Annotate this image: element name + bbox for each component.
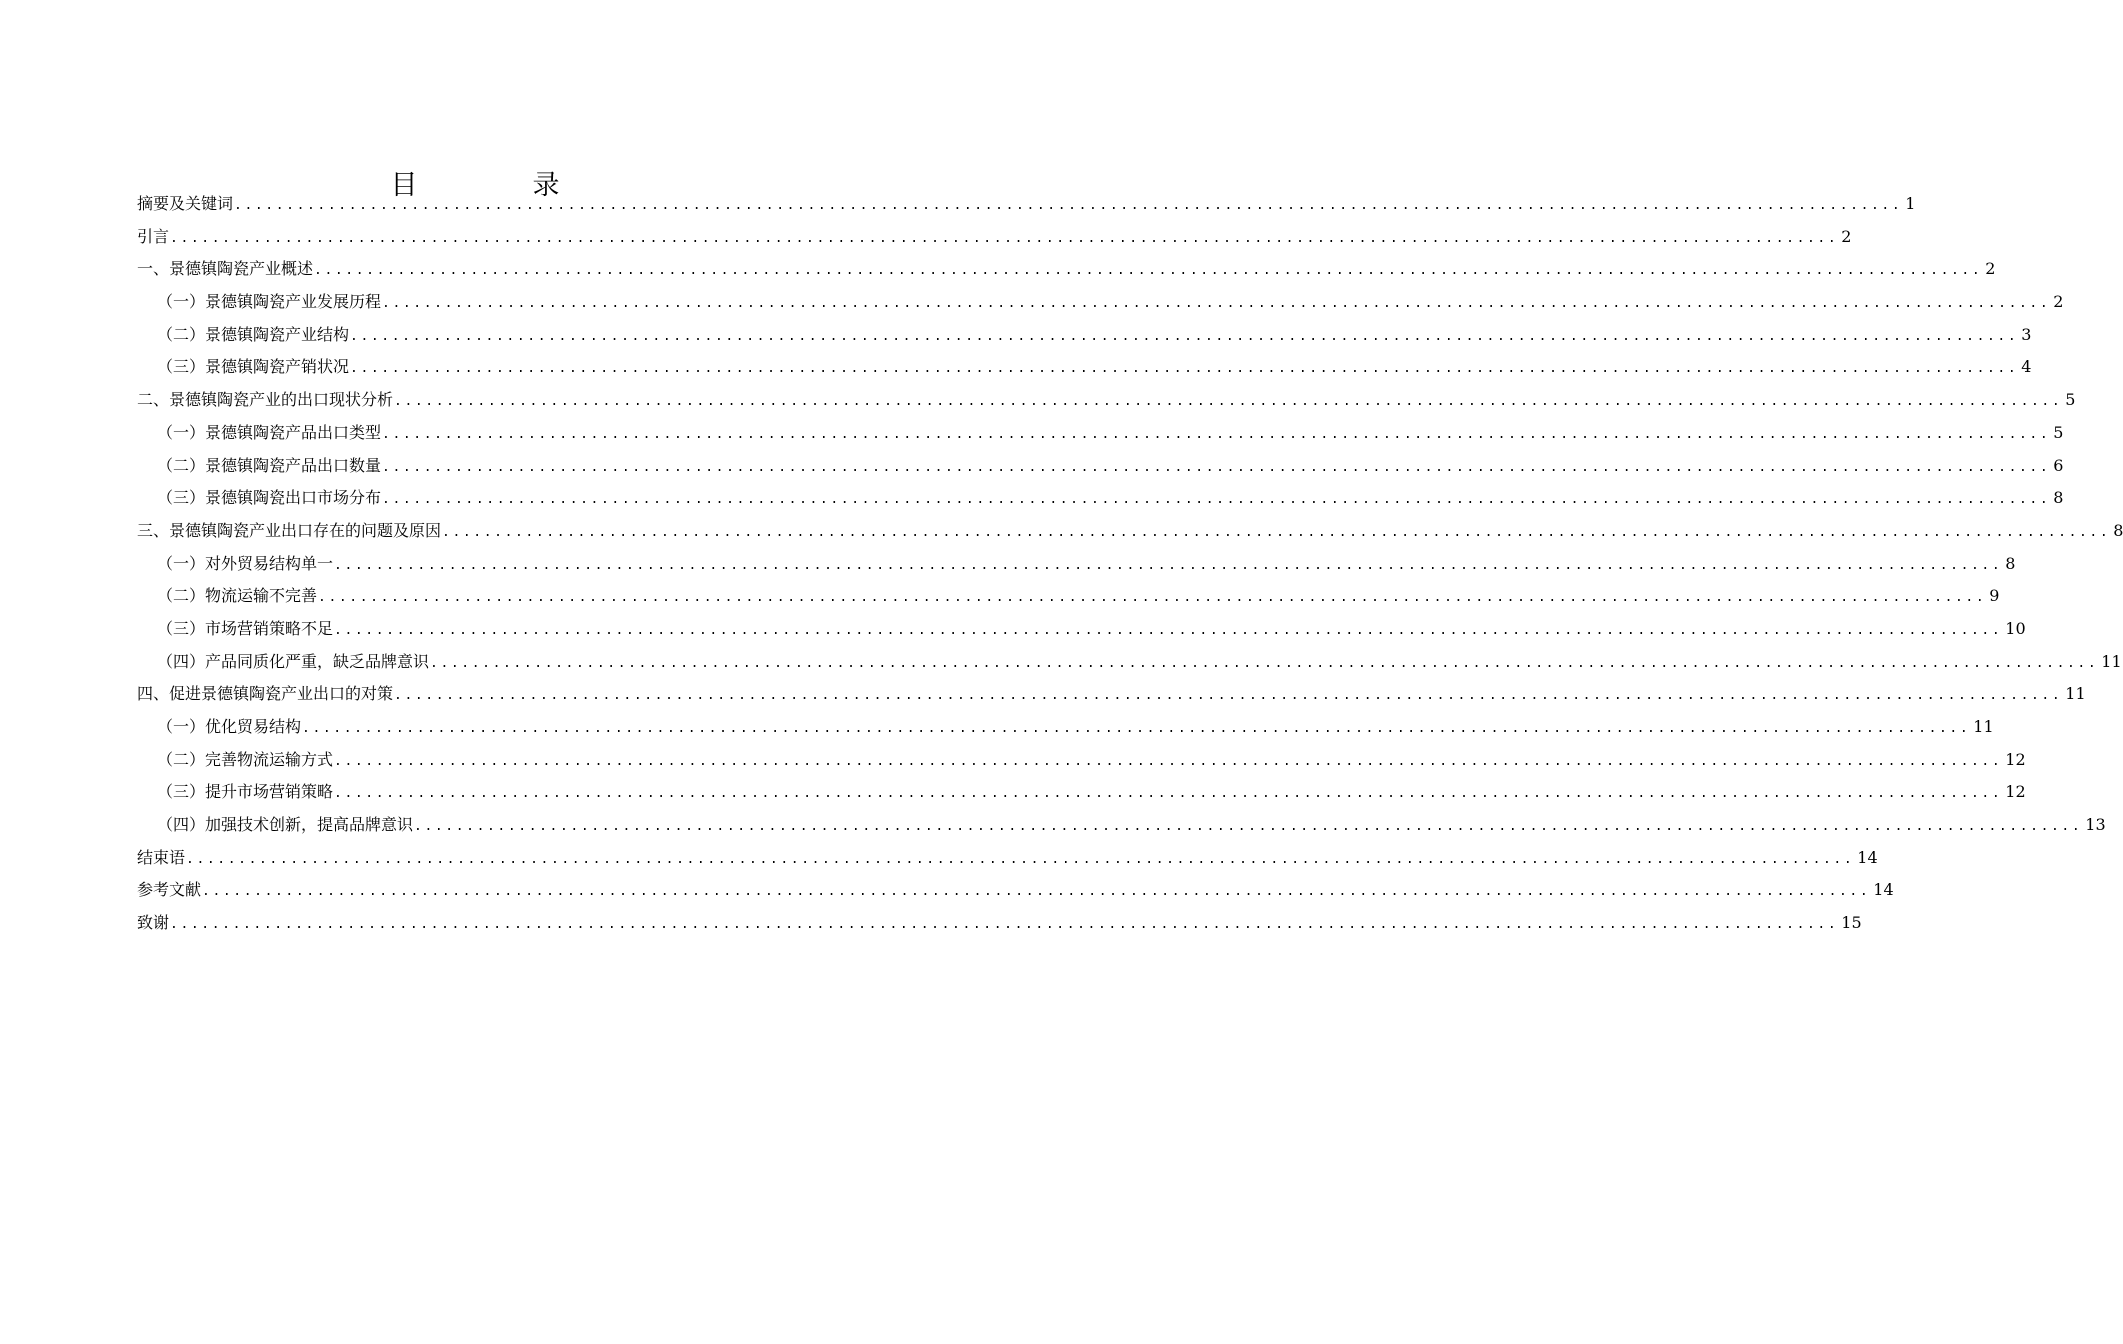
toc-dot-leader: ................................................................................................................................................................ (382, 459, 2051, 475)
toc-entry[interactable] (137, 351, 2032, 384)
toc-page-number: 11 (2065, 684, 2086, 704)
toc-entry-label: （三）景德镇陶瓷产销状况 (157, 357, 350, 377)
toc-entry-label: 致谢 (137, 913, 170, 933)
toc-entry[interactable] (137, 450, 2064, 483)
toc-page-number: 15 (1841, 913, 1862, 933)
toc-page-number: 2 (2053, 292, 2064, 312)
toc-dot-leader: ................................................................................................................................................................ (314, 263, 1983, 279)
toc-entry[interactable] (137, 580, 2000, 613)
toc-page-number: 6 (2053, 455, 2064, 475)
toc-dot-leader: ................................................................................................................................................................ (382, 426, 2051, 442)
toc-entry[interactable] (137, 515, 2123, 548)
toc-dot-leader: ................................................................................................................................................................ (382, 296, 2051, 312)
page-title: 目 录 (390, 170, 604, 201)
toc-dot-leader: ................................................................................................................................................................ (394, 688, 2063, 704)
toc-entry[interactable] (137, 253, 1996, 286)
toc-dot-leader: ................................................................................................................................................................ (234, 198, 1903, 213)
toc-entry[interactable] (137, 678, 2086, 711)
toc-entry[interactable] (137, 319, 2032, 352)
toc-dot-leader: ................................................................................................................................................................ (334, 786, 2003, 802)
toc-page-number: 14 (1857, 847, 1878, 867)
toc-entry[interactable] (137, 417, 2064, 450)
toc-dot-leader: ................................................................................................................................................................ (302, 721, 1971, 736)
toc-entry-label: 摘要及关键词 (137, 194, 234, 213)
toc-entry-label: 一、景德镇陶瓷产业概述 (137, 259, 314, 279)
toc-dot-leader: ................................................................................................................................................................ (334, 622, 2003, 638)
toc-page-number: 11 (1973, 717, 1994, 736)
toc-dot-leader: ................................................................................................................................................................ (170, 917, 1839, 933)
toc-dot-leader: ................................................................................................................................................................ (442, 524, 2111, 540)
toc-entry[interactable] (137, 548, 2016, 581)
toc-page-number: 3 (2021, 324, 2032, 344)
toc-entry-label: 四、促进景德镇陶瓷产业出口的对策 (137, 684, 394, 704)
toc-entry-label: 二、景德镇陶瓷产业的出口现状分析 (137, 390, 394, 410)
toc-entry-label: （一）景德镇陶瓷产品出口类型 (157, 422, 382, 442)
toc-entry[interactable] (137, 613, 2026, 646)
toc-dot-leader: ................................................................................................................................................................ (318, 590, 1987, 606)
toc-dot-leader: ................................................................................................................................................................ (334, 557, 2003, 573)
toc-dot-leader: ................................................................................................................................................................ (186, 851, 1855, 867)
toc-entry-label: （二）物流运输不完善 (157, 586, 318, 606)
toc-page-number: 8 (2113, 520, 2123, 540)
toc-page-number: 14 (1873, 880, 1894, 900)
toc-dot-leader: ................................................................................................................................................................ (430, 655, 2099, 671)
toc-entry-label: （四）产品同质化严重，缺乏品牌意识 (157, 651, 430, 671)
toc-dot-leader: ................................................................................................................................................................ (202, 884, 1871, 900)
toc-entry-label: （二）景德镇陶瓷产业结构 (157, 324, 350, 344)
toc-entry-label: （二）景德镇陶瓷产品出口数量 (157, 455, 382, 475)
toc-entry[interactable] (137, 711, 1994, 744)
toc-entry-label: （三）景德镇陶瓷出口市场分布 (157, 488, 382, 508)
toc-entry-label: （一）对外贸易结构单一 (157, 553, 334, 573)
toc-entry[interactable] (137, 384, 2076, 417)
toc-entry-label: 参考文献 (137, 880, 202, 900)
toc-dot-leader: ................................................................................................................................................................ (414, 819, 2083, 835)
toc-dot-leader: ................................................................................................................................................................ (394, 394, 2063, 410)
toc-dot-leader: ................................................................................................................................................................ (350, 361, 2019, 377)
toc-entry-label: 结束语 (137, 847, 186, 867)
toc-page-number: 13 (2085, 815, 2106, 835)
toc-entry[interactable] (137, 907, 1862, 940)
toc-entry[interactable] (137, 188, 1916, 221)
toc-page-number: 12 (2005, 782, 2026, 802)
toc-page-number: 10 (2005, 618, 2026, 638)
toc-entry[interactable] (137, 221, 1852, 254)
toc-page-number: 8 (2005, 553, 2016, 573)
toc-entry[interactable] (137, 744, 2026, 777)
toc-entry-label: （三）市场营销策略不足 (157, 618, 334, 638)
toc-entry-label: （一）优化贸易结构 (157, 717, 302, 736)
toc-page-number: 5 (2053, 422, 2064, 442)
toc-page-number: 1 (1905, 194, 1916, 213)
toc-dot-leader: ................................................................................................................................................................ (350, 328, 2019, 344)
toc-page-number: 5 (2065, 390, 2076, 410)
toc-entry[interactable] (137, 874, 1894, 907)
toc-page-number: 12 (2005, 749, 2026, 769)
toc-entry[interactable] (137, 776, 2026, 809)
toc-entry[interactable] (137, 646, 2122, 679)
toc-entry-label: （四）加强技术创新，提高品牌意识 (157, 815, 414, 835)
toc-dot-leader: ................................................................................................................................................................ (170, 230, 1839, 246)
toc-entry[interactable] (137, 842, 1878, 875)
toc-dot-leader: ................................................................................................................................................................ (382, 492, 2051, 508)
toc-page-number: 9 (1989, 586, 2000, 606)
toc-page-number: 2 (1841, 226, 1852, 246)
toc-entry-label: 引言 (137, 226, 170, 246)
toc-entry-label: （一）景德镇陶瓷产业发展历程 (157, 292, 382, 312)
toc-entry[interactable] (137, 286, 2064, 319)
toc-page-number: 2 (1985, 259, 1996, 279)
toc-entry-label: （三）提升市场营销策略 (157, 782, 334, 802)
toc-entry[interactable] (137, 809, 2106, 842)
toc-page-number: 11 (2101, 651, 2122, 671)
toc-entry[interactable] (137, 482, 2064, 515)
toc-dot-leader: ................................................................................................................................................................ (334, 753, 2003, 769)
toc-page-number: 4 (2021, 357, 2032, 377)
toc-page-number: 8 (2053, 488, 2064, 508)
toc-entry-label: 三、景德镇陶瓷产业出口存在的问题及原因 (137, 520, 442, 540)
table-of-contents (137, 188, 2123, 940)
toc-entry-label: （二）完善物流运输方式 (157, 749, 334, 769)
